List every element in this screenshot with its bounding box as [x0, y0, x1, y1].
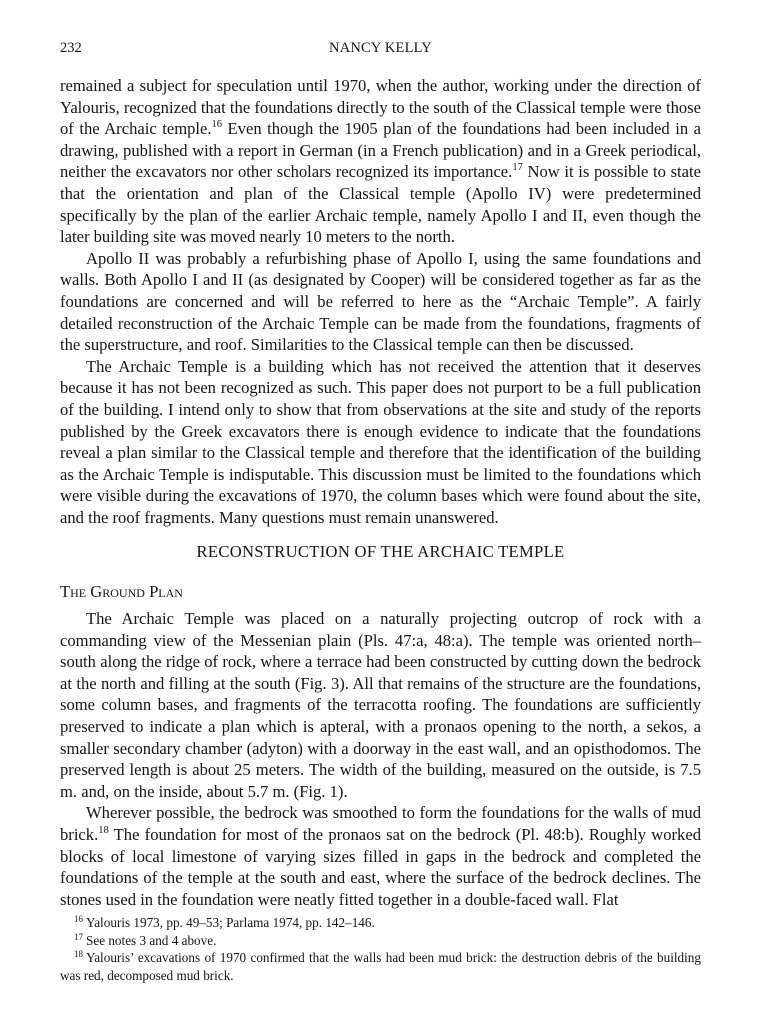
footnote-marker: 18: [98, 824, 109, 836]
paragraph: [60, 75, 701, 248]
footnote-number: 17: [74, 931, 83, 942]
paragraph-text: Apollo II was probably a refurbishing phase of Apollo I, using the same foundations and walls. Both Apollo I and II (as designated by Cooper) will be considered together as far as the foundations are concerned and will be referred to here as the “Archaic Temple”. A fairly detailed reconstruction of the Archaic Temple can be made from the foundations, fragments of the superstructure, and roof. Similarities to the Classical temple can then be discussed.: [60, 248, 701, 355]
footnote-marker: 17: [512, 162, 523, 174]
section-body-text: [60, 608, 701, 910]
paragraph: [60, 802, 701, 910]
paragraph: [60, 608, 701, 802]
footnote-text: Yalouris’ excavations of 1970 confirmed that the walls had been mud brick: the destruction debris of the building was red, decomposed mud brick.: [60, 950, 701, 983]
running-head: NANCY KELLY: [329, 40, 432, 56]
footnote-text: Yalouris 1973, pp. 49–53; Parlama 1974, pp. 142–146.: [86, 915, 375, 930]
footnote: [60, 914, 701, 932]
footnotes: [60, 914, 701, 984]
paragraph-text: Now it is possible to state that the orientation and plan of the Classical temple (Apollo IV) were predetermined specifically by the plan of the earlier Archaic temple, namely Apollo I and II, even though the later building site was moved nearly 10 meters to the north.: [60, 162, 701, 247]
paragraph-text: Wherever possible, the bedrock was smoothed to form the foundations for the walls of mud brick.: [60, 803, 701, 844]
footnote-marker: 16: [211, 119, 223, 131]
paragraph-text: The foundation for most of the pronaos sat on the bedrock (Pl. 48:b). Roughly worked blocks of local limestone of varying sizes filled in gaps in the bedrock and completed the foundations of the temple at the south and east, where the surface of the bedrock declines. The stones used in the foundation were neatly fitted together in a double-faced wall. Flat: [60, 824, 701, 909]
footnote: [60, 932, 701, 950]
footnote: [60, 949, 701, 984]
subsection-title: The Ground Plan: [60, 582, 183, 601]
paragraph-text: remained a subject for speculation until 1970, when the author, working under the direction of Yalouris, recognized that the foundations directly to the south of the Classical temple were those of the Archaic temple.: [60, 76, 701, 139]
paragraph-text: Even though the 1905 plan of the foundations had been included in a drawing, published with a report in German (in a French publication) and in a Greek periodical, neither the excavators nor other scholars recognized its importance.: [60, 119, 701, 182]
footnote-text: See notes 3 and 4 above.: [86, 932, 217, 948]
page-header: [60, 40, 701, 60]
paragraph: [60, 248, 701, 356]
paragraph-text: The Archaic Temple is a building which has not received the attention that it deserves because it has not been recognized as such. This paper does not purport to be a full publication of the building. I intend only to show that from observations at the site and study of the reports published by the Greek excavators there is enough evidence to indicate that the foundations reveal a plan similar to the Classical temple and therefore that the identification of the building as the Archaic Temple is indisputable. This discussion must be limited to the foundations which were visible during the excavations of 1970, the column bases which were found about the site, and the roof fragments. Many questions must remain unanswered.: [60, 356, 701, 527]
footnote-number: 16: [74, 914, 83, 924]
section-title: RECONSTRUCTION OF THE ARCHAIC TEMPLE: [196, 542, 565, 561]
page-number: 232: [60, 40, 82, 56]
intro-text: [60, 75, 701, 528]
paragraph-text: The Archaic Temple was placed on a naturally projecting outcrop of rock with a commanding view of the Messenian plain (Pls. 47:a, 48:a). The temple was oriented north–south along the ridge of rock, where a terrace had been constructed by cutting down the bedrock at the north and filling at the south (Fig. 3). All that remains of the structure are the foundations, some column bases, and fragments of the terracotta roofing. The foundations are sufficiently preserved to indicate a plan which is apteral, with a pronaos opening to the north, a sekos, a smaller secondary chamber (adyton) with a doorway in the east wall, and an opisthodomos. The preserved length is about 25 meters. The width of the building, measured on the outside, is 7.5 m. and, on the inside, about 5.7 m. (Fig. 1).: [60, 609, 701, 801]
paragraph: [60, 356, 701, 529]
footnote-number: 18: [74, 949, 83, 959]
